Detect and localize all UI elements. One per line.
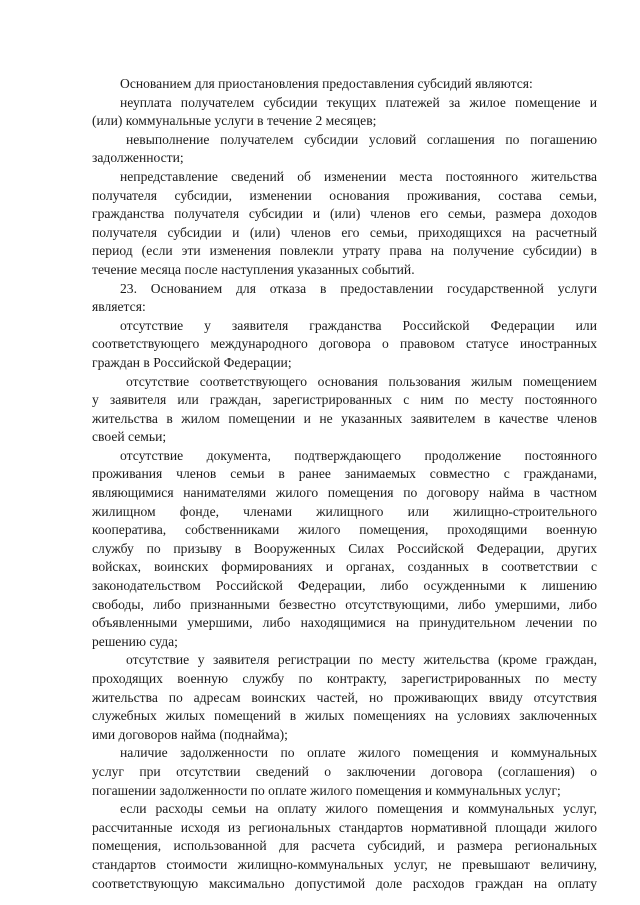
- text-line: своей семьи;: [92, 429, 167, 445]
- text-line: неуплата получателем субсидии текущих платежей за жилое помещение и: [120, 94, 597, 110]
- text-line: помещения, использованной для расчета субсидий, и размера региональных: [92, 838, 597, 854]
- paragraph-p7: [92, 373, 597, 447]
- text-line: ими договоров найма (поднайма);: [92, 726, 288, 742]
- text-line: услуг при отсутствии сведений о заключении договора (соглашения) о: [92, 763, 597, 779]
- text-line: свободы, либо признанными безвестно отсутствующими, либо умершими, либо: [92, 596, 597, 612]
- text-line: отсутствие у заявителя регистрации по месту жительства (кроме граждан,: [126, 652, 597, 668]
- text-line: задолженности;: [92, 150, 184, 166]
- text-line: Основанием для приостановления предоставления субсидий являются:: [120, 76, 533, 91]
- text-line: если расходы семьи на оплату жилого помещения и коммунальных услуг,: [120, 801, 597, 817]
- text-line: службу по призыву в Вооруженных Силах Российской Федерации, других: [92, 540, 597, 556]
- text-line: получателя субсидии, изменении основания проживания, состава семьи,: [92, 187, 597, 203]
- text-line: жилищном фонде, членами жилищного или жилищно-строительного: [92, 503, 597, 519]
- text-line: проходящих военную службу по контракту, зарегистрированных по месту: [92, 671, 597, 686]
- text-line: отсутствие документа, подтверждающего продолжение постоянного: [120, 447, 597, 463]
- text-line: у заявителя или граждан, зарегистрированных с ним по месту постоянного: [92, 392, 597, 408]
- paragraph-p5: [92, 280, 597, 317]
- text-line: невыполнение получателем субсидии условий соглашения по погашению: [126, 131, 597, 147]
- text-line: кооператива, собственниками жилого помещения, проходящими военную: [92, 522, 597, 538]
- text-line: наличие задолженности по оплате жилого помещения и коммунальных: [120, 745, 597, 761]
- text-line: непредставление сведений об изменении места постоянного жительства: [120, 168, 597, 184]
- paragraph-p10: [92, 744, 597, 800]
- text-line: течение месяца после наступления указанных событий.: [92, 261, 415, 277]
- text-line: проживания членов семьи в ранее занимаемых совместно с гражданами,: [92, 466, 597, 482]
- paragraph-p8: [92, 447, 597, 652]
- text-line: период (если эти изменения повлекли утрату права на получение субсидии) в: [92, 243, 597, 259]
- text-line: (или) коммунальные услуги в течение 2 месяцев;: [92, 113, 377, 129]
- paragraph-p11: [92, 800, 597, 893]
- text-line: жительства по адресам воинских частей, но проживающих ввиду отсутствия: [92, 689, 597, 705]
- paragraph-p1: [92, 75, 597, 94]
- paragraph-p2: [92, 94, 597, 131]
- text-line: соответствующую максимально допустимой доле расходов граждан на оплату: [92, 875, 597, 891]
- text-line: отсутствие у заявителя гражданства Российской Федерации или: [120, 317, 597, 333]
- paragraph-p9: [92, 651, 597, 744]
- text-line: соответствующего международного договора о правовом статусе иностранных: [92, 336, 597, 352]
- text-line: являющимися нанимателями жилого помещения по договору найма в частном: [92, 485, 597, 501]
- text-line: гражданства получателя субсидии и (или) членов его семьи, размера доходов: [92, 206, 597, 222]
- text-line: войсках, воинских формированиях и органах, созданных в соответствии с: [92, 559, 597, 575]
- text-line: решению суда;: [92, 633, 178, 649]
- text-line: погашении задолженности по оплате жилого помещения и коммунальных услуг;: [92, 782, 561, 798]
- text-line: объявленными умершими, либо находящимися на принудительном лечении по: [92, 615, 597, 631]
- text-line: получателя субсидии и (или) членов его семьи, приходящихся на расчетный: [92, 224, 597, 240]
- text-line: является:: [92, 299, 146, 315]
- text-line: жительства в жилом помещении и не указанных заявителем в качестве членов: [92, 410, 597, 426]
- text-line: отсутствие соответствующего основания пользования жилым помещением: [126, 373, 597, 389]
- text-line: законодательством Российской Федерации, либо осужденными к лишению: [92, 578, 597, 594]
- text-line: рассчитанные исходя из региональных стандартов нормативной площади жилого: [92, 819, 597, 835]
- document-body: [92, 75, 597, 893]
- paragraph-p3: [92, 131, 597, 168]
- paragraph-p4: [92, 168, 597, 280]
- text-line: стандартов стоимости жилищно-коммунальных услуг, не превышают величину,: [92, 856, 597, 872]
- paragraph-p6: [92, 317, 597, 373]
- text-line: граждан в Российской Федерации;: [92, 354, 292, 370]
- text-line: служебных жилых помещений в жилых помещениях на условиях заключенных: [92, 708, 597, 724]
- text-line: 23. Основанием для отказа в предоставлении государственной услуги: [120, 280, 597, 296]
